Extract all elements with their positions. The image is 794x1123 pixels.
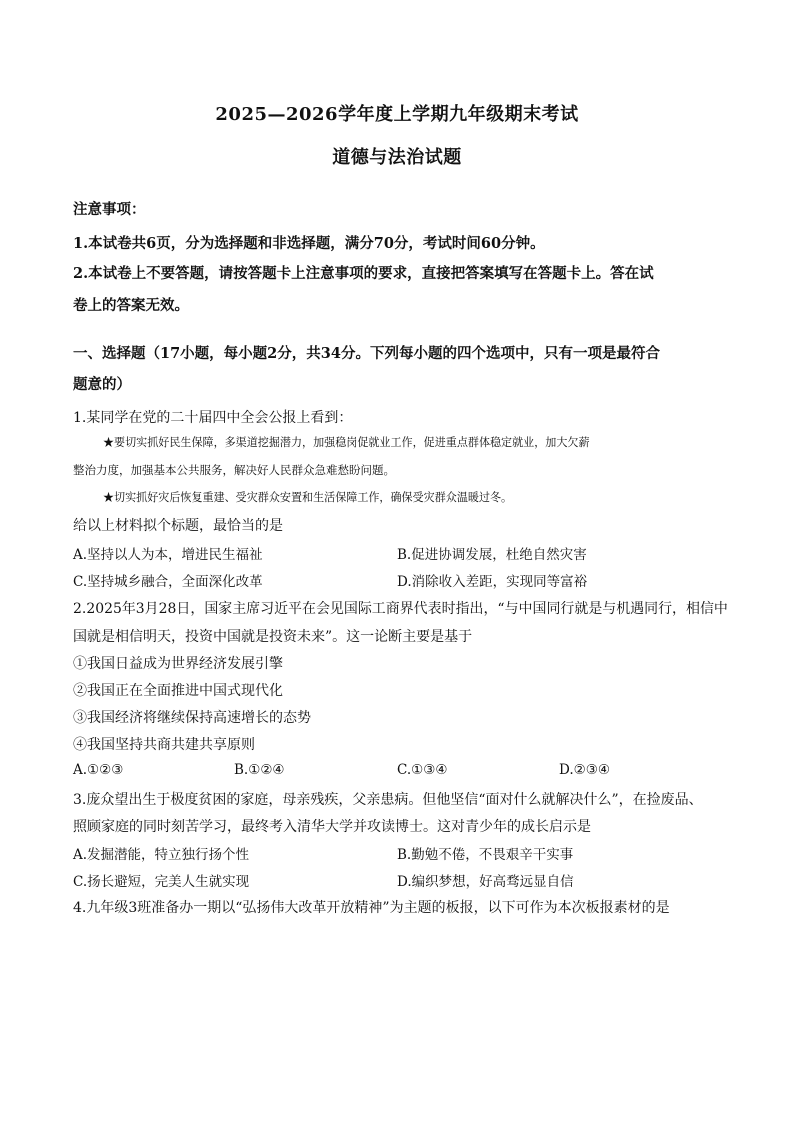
q2-stem-line-2: 国就是相信明天，投资中国就是投资未来”。这一论断主要是基于 — [73, 629, 473, 645]
section-heading-line-1: 一、选择题（17小题，每小题2分，共34分。下列每小题的四个选项中，只有一项是最符合 — [73, 345, 660, 362]
q1-ask: 给以上材料拟个标题，最恰当的是 — [73, 518, 283, 534]
q2-statement-4: ④我国坚持共商共建共享原则 — [73, 737, 255, 753]
q1-option-c: C.坚持城乡融合，全面深化改革 — [73, 574, 263, 590]
q1-material-1-line-2: 整治力度，加强基本公共服务，解决好人民群众急难愁盼问题。 — [73, 463, 395, 477]
q2-stem-line-1: 2.2025年3月28日，国家主席习近平在会见国际工商界代表时指出，“与中国同行就是与机遇同行，相信中 — [73, 601, 728, 617]
q3-option-d: D.编织梦想，好高骛远显自信 — [397, 874, 574, 890]
q3-option-a: A.发掘潜能，特立独行扬个性 — [73, 847, 250, 863]
notice-item-1: 1.本试卷共6页，分为选择题和非选择题，满分70分，考试时间60分钟。 — [73, 235, 545, 252]
q3-option-b: B.勤勉不倦，不畏艰辛干实事 — [397, 847, 574, 863]
q1-stem: 1.某同学在党的二十届四中全会公报上看到： — [73, 410, 353, 426]
q3-stem-line-2: 照顾家庭的同时刻苦学习，最终考入清华大学并攻读博士。这对青少年的成长启示是 — [73, 819, 591, 835]
q2-option-d: D.②③④ — [559, 762, 610, 778]
q2-option-b: B.①②④ — [234, 762, 285, 778]
q3-option-c: C.扬长避短，完美人生就实现 — [73, 874, 250, 890]
section-heading-line-2: 题意的） — [73, 376, 131, 393]
exam-subtitle: 道德与法治试题 — [332, 147, 462, 168]
q2-statement-3: ③我国经济将继续保持高速增长的态势 — [73, 710, 311, 726]
notice-heading: 注意事项： — [73, 201, 146, 218]
q2-statement-2: ②我国正在全面推进中国式现代化 — [73, 683, 283, 699]
q1-option-b: B.促进协调发展，杜绝自然灾害 — [397, 547, 587, 563]
notice-item-2-line-1: 2.本试卷上不要答题，请按答题卡上注意事项的要求，直接把答案填写在答题卡上。答在试 — [73, 265, 654, 282]
q4-stem: 4.九年级3班准备办一期以“弘扬伟大改革开放精神”为主题的板报，以下可作为本次板报素材的是 — [73, 900, 670, 916]
q1-option-a: A.坚持以人为本，增进民生福祉 — [73, 547, 263, 563]
q1-option-d: D.消除收入差距，实现同等富裕 — [397, 574, 588, 590]
q2-option-c: C.①③④ — [397, 762, 448, 778]
exam-title: 2025—2026学年度上学期九年级期末考试 — [215, 104, 579, 125]
q2-statement-1: ①我国日益成为世界经济发展引擎 — [73, 656, 283, 672]
q1-material-1-line-1: ★要切实抓好民生保障，多渠道挖掘潜力，加强稳岗促就业工作，促进重点群体稳定就业，加大欠薪 — [103, 435, 590, 449]
q2-option-a: A.①②③ — [73, 762, 124, 778]
q3-stem-line-1: 3.庞众望出生于极度贫困的家庭，母亲残疾，父亲患病。但他坚信“面对什么就解决什么”，在捡废品、 — [73, 792, 703, 808]
notice-item-2-line-2: 卷上的答案无效。 — [73, 297, 189, 314]
q1-material-2: ★切实抓好灾后恢复重建、受灾群众安置和生活保障工作，确保受灾群众温暖过冬。 — [103, 490, 513, 504]
